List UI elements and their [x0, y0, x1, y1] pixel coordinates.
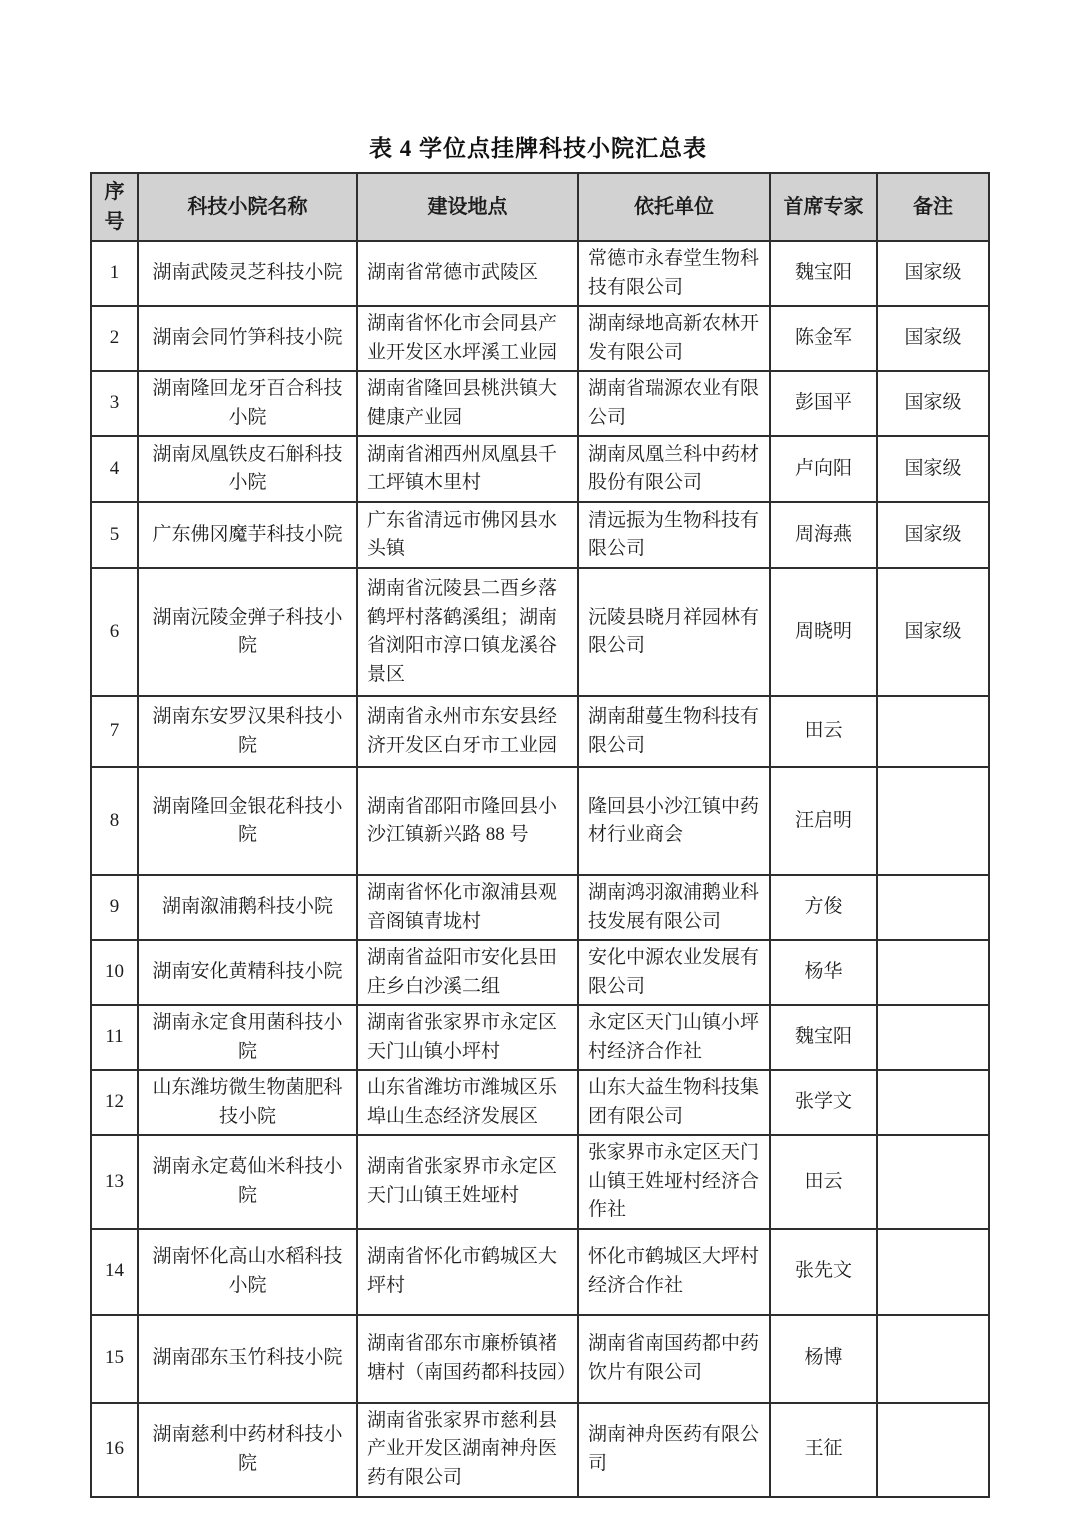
cell-index: 10 — [91, 940, 138, 1005]
header-expert: 首席专家 — [770, 173, 877, 241]
cell-organization: 山东大益生物科技集团有限公司 — [578, 1070, 770, 1135]
cell-organization: 湖南省瑞源农业有限公司 — [578, 371, 770, 436]
cell-index: 15 — [91, 1315, 138, 1403]
cell-name: 湖南隆回龙牙百合科技小院 — [138, 371, 357, 436]
cell-location: 山东省潍坊市潍城区乐埠山生态经济发展区 — [357, 1070, 578, 1135]
cell-remark — [877, 767, 989, 875]
cell-location: 湖南省怀化市鹤城区大坪村 — [357, 1229, 578, 1315]
cell-index: 1 — [91, 241, 138, 306]
cell-index: 12 — [91, 1070, 138, 1135]
cell-location: 湖南省张家界市永定区天门山镇小坪村 — [357, 1005, 578, 1070]
table-header-row — [91, 173, 989, 241]
table-row — [91, 1315, 989, 1403]
cell-index: 6 — [91, 568, 138, 696]
cell-remark: 国家级 — [877, 502, 989, 568]
cell-remark — [877, 1070, 989, 1135]
cell-index: 2 — [91, 306, 138, 371]
cell-expert: 魏宝阳 — [770, 241, 877, 306]
cell-location: 湖南省湘西州凤凰县千工坪镇木里村 — [357, 436, 578, 502]
cell-name: 湖南沅陵金弹子科技小院 — [138, 568, 357, 696]
cell-organization: 安化中源农业发展有限公司 — [578, 940, 770, 1005]
cell-index: 11 — [91, 1005, 138, 1070]
cell-organization: 隆回县小沙江镇中药材行业商会 — [578, 767, 770, 875]
cell-index: 13 — [91, 1135, 138, 1229]
cell-expert: 张先文 — [770, 1229, 877, 1315]
table-row — [91, 875, 989, 940]
cell-name: 湖南永定葛仙米科技小院 — [138, 1135, 357, 1229]
cell-location: 广东省清远市佛冈县水头镇 — [357, 502, 578, 568]
cell-location: 湖南省隆回县桃洪镇大健康产业园 — [357, 371, 578, 436]
header-organization: 依托单位 — [578, 173, 770, 241]
cell-organization: 沅陵县晓月祥园林有限公司 — [578, 568, 770, 696]
cell-name: 湖南凤凰铁皮石斛科技小院 — [138, 436, 357, 502]
table-title: 表 4 学位点挂牌科技小院汇总表 — [369, 136, 707, 161]
cell-name: 山东潍坊微生物菌肥科技小院 — [138, 1070, 357, 1135]
cell-organization: 湖南凤凰兰科中药材股份有限公司 — [578, 436, 770, 502]
cell-index: 3 — [91, 371, 138, 436]
cell-index: 9 — [91, 875, 138, 940]
summary-table — [90, 172, 990, 1498]
cell-expert: 周海燕 — [770, 502, 877, 568]
cell-location: 湖南省邵东市廉桥镇褚塘村（南国药都科技园） — [357, 1315, 578, 1403]
cell-location: 湖南省张家界市永定区天门山镇王姓垭村 — [357, 1135, 578, 1229]
header-name: 科技小院名称 — [138, 173, 357, 241]
cell-organization: 湖南绿地高新农林开发有限公司 — [578, 306, 770, 371]
cell-name: 湖南武陵灵芝科技小院 — [138, 241, 357, 306]
cell-name: 广东佛冈魔芋科技小院 — [138, 502, 357, 568]
table-row — [91, 1070, 989, 1135]
cell-remark — [877, 1229, 989, 1315]
cell-expert: 张学文 — [770, 1070, 877, 1135]
table-row — [91, 940, 989, 1005]
cell-remark: 国家级 — [877, 371, 989, 436]
cell-organization: 湖南神舟医药有限公司 — [578, 1403, 770, 1497]
cell-remark — [877, 875, 989, 940]
table-row — [91, 371, 989, 436]
cell-remark: 国家级 — [877, 241, 989, 306]
cell-organization: 清远振为生物科技有限公司 — [578, 502, 770, 568]
table-row — [91, 1229, 989, 1315]
cell-expert: 王征 — [770, 1403, 877, 1497]
table-row — [91, 241, 989, 306]
cell-index: 8 — [91, 767, 138, 875]
cell-location: 湖南省邵阳市隆回县小沙江镇新兴路 88 号 — [357, 767, 578, 875]
cell-organization: 常德市永春堂生物科技有限公司 — [578, 241, 770, 306]
cell-organization: 湖南甜蔓生物科技有限公司 — [578, 696, 770, 767]
cell-expert: 彭国平 — [770, 371, 877, 436]
cell-index: 16 — [91, 1403, 138, 1497]
cell-location: 湖南省张家界市慈利县产业开发区湖南神舟医药有限公司 — [357, 1403, 578, 1497]
cell-organization: 湖南鸿羽溆浦鹅业科技发展有限公司 — [578, 875, 770, 940]
cell-index: 4 — [91, 436, 138, 502]
cell-remark: 国家级 — [877, 568, 989, 696]
cell-location: 湖南省怀化市会同县产业开发区水坪溪工业园 — [357, 306, 578, 371]
cell-organization: 永定区天门山镇小坪村经济合作社 — [578, 1005, 770, 1070]
cell-location: 湖南省沅陵县二酉乡落鹤坪村落鹤溪组；湖南省浏阳市淳口镇龙溪谷景区 — [357, 568, 578, 696]
cell-expert: 方俊 — [770, 875, 877, 940]
cell-remark — [877, 1135, 989, 1229]
cell-remark: 国家级 — [877, 436, 989, 502]
cell-name: 湖南隆回金银花科技小院 — [138, 767, 357, 875]
cell-location: 湖南省怀化市溆浦县观音阁镇青垅村 — [357, 875, 578, 940]
table-row — [91, 436, 989, 502]
cell-name: 湖南邵东玉竹科技小院 — [138, 1315, 357, 1403]
header-location: 建设地点 — [357, 173, 578, 241]
table-row — [91, 696, 989, 767]
header-index: 序号 — [91, 173, 138, 241]
cell-location: 湖南省益阳市安化县田庄乡白沙溪二组 — [357, 940, 578, 1005]
table-row — [91, 1135, 989, 1229]
cell-location: 湖南省永州市东安县经济开发区白牙市工业园 — [357, 696, 578, 767]
cell-remark — [877, 696, 989, 767]
cell-remark — [877, 940, 989, 1005]
header-remark: 备注 — [877, 173, 989, 241]
table-row — [91, 1005, 989, 1070]
table-row — [91, 568, 989, 696]
cell-expert: 杨博 — [770, 1315, 877, 1403]
cell-location: 湖南省常德市武陵区 — [357, 241, 578, 306]
cell-organization: 张家界市永定区天门山镇王姓垭村经济合作社 — [578, 1135, 770, 1229]
cell-remark — [877, 1005, 989, 1070]
cell-name: 湖南慈利中药材科技小院 — [138, 1403, 357, 1497]
cell-organization: 怀化市鹤城区大坪村经济合作社 — [578, 1229, 770, 1315]
cell-index: 5 — [91, 502, 138, 568]
table-row — [91, 306, 989, 371]
cell-name: 湖南会同竹笋科技小院 — [138, 306, 357, 371]
cell-remark — [877, 1403, 989, 1497]
cell-expert: 魏宝阳 — [770, 1005, 877, 1070]
cell-name: 湖南东安罗汉果科技小院 — [138, 696, 357, 767]
cell-organization: 湖南省南国药都中药饮片有限公司 — [578, 1315, 770, 1403]
table-row — [91, 502, 989, 568]
table-body — [91, 241, 989, 1497]
cell-remark — [877, 1315, 989, 1403]
cell-name: 湖南怀化高山水稻科技小院 — [138, 1229, 357, 1315]
cell-expert: 卢向阳 — [770, 436, 877, 502]
cell-expert: 汪启明 — [770, 767, 877, 875]
table-row — [91, 1403, 989, 1497]
cell-expert: 周晓明 — [770, 568, 877, 696]
cell-expert: 田云 — [770, 1135, 877, 1229]
cell-expert: 田云 — [770, 696, 877, 767]
cell-index: 14 — [91, 1229, 138, 1315]
cell-name: 湖南永定食用菌科技小院 — [138, 1005, 357, 1070]
cell-expert: 杨华 — [770, 940, 877, 1005]
cell-remark: 国家级 — [877, 306, 989, 371]
cell-index: 7 — [91, 696, 138, 767]
cell-name: 湖南溆浦鹅科技小院 — [138, 875, 357, 940]
cell-expert: 陈金军 — [770, 306, 877, 371]
cell-name: 湖南安化黄精科技小院 — [138, 940, 357, 1005]
table-row — [91, 767, 989, 875]
